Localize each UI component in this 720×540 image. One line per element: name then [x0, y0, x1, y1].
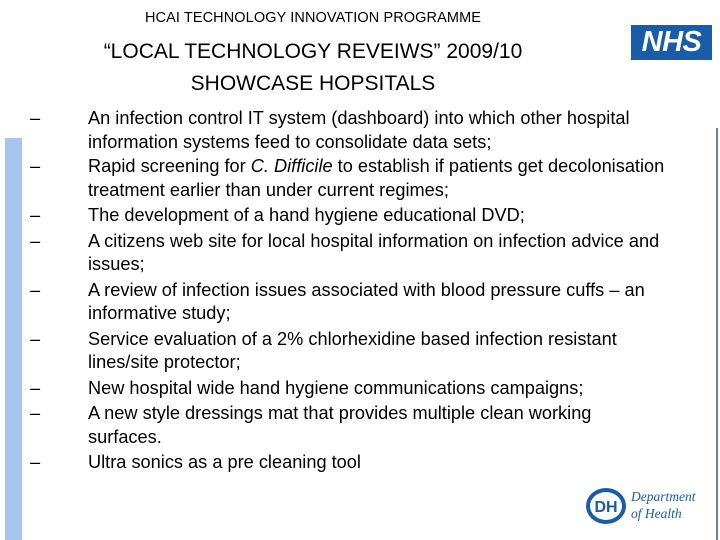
programme-heading: HCAI TECHNOLOGY INNOVATION PROGRAMME — [144, 10, 482, 26]
dh-mark-text: DH — [594, 499, 618, 516]
dh-wordmark — [631, 488, 696, 522]
bullet-text: Rapid screening for — [88, 156, 251, 176]
dh-mark-icon — [584, 486, 628, 526]
dh-wordmark-line-1: Department — [631, 489, 696, 504]
list-item — [30, 279, 670, 326]
bullet-text: A review of infection issues associated with blood pressure cuffs – an informative study; — [88, 279, 645, 323]
list-item — [30, 402, 670, 449]
bullet-text-continued: to establish if patients get decolonisation treatment earlier than under current regimes; — [88, 156, 665, 200]
list-item — [30, 107, 670, 154]
bullet-text: Ultra sonics as a pre cleaning tool — [88, 452, 361, 472]
list-item — [30, 230, 670, 277]
bullet-dash: – — [30, 205, 41, 225]
bullet-dash: – — [30, 279, 41, 300]
bullet-italic-text: C. Difficile — [250, 156, 333, 176]
bullet-text: A new style dressings mat that provides multiple clean working surfaces. — [88, 403, 592, 447]
list-item — [30, 204, 670, 228]
nhs-logo: NHS — [631, 25, 712, 60]
slide-title: “LOCAL TECHNOLOGY REVEIWS” 2009/10 — [103, 40, 523, 63]
list-item — [30, 451, 670, 475]
bullet-dash: – — [30, 452, 41, 472]
bullet-text: Service evaluation of a 2% chlorhexidine based infection resistant lines/site protector; — [88, 328, 617, 372]
bullet-text: The development of a hand hygiene educational DVD; — [88, 205, 525, 225]
bullet-text: New hospital wide hand hygiene communications campaigns; — [88, 377, 584, 398]
bullet-text: An infection control IT system (dashboard) into which other hospital information systems feed to consolidate data sets; — [88, 108, 630, 152]
dh-wordmark-line-2: of Health — [631, 506, 682, 521]
bullet-dash: – — [30, 328, 41, 349]
list-item — [30, 155, 670, 202]
bullet-dash: – — [30, 377, 41, 398]
bullet-dash: – — [30, 230, 41, 251]
department-of-health-logo — [584, 484, 714, 528]
bullet-dash: – — [30, 403, 41, 423]
bullet-list — [30, 107, 670, 477]
list-item — [30, 328, 670, 375]
left-accent-bar — [5, 138, 22, 540]
right-border-line — [716, 128, 718, 540]
bullet-text: A citizens web site for local hospital information on infection advice and issues; — [88, 230, 660, 274]
bullet-dash: – — [30, 108, 41, 128]
slide-subtitle: SHOWCASE HOPSITALS — [190, 72, 436, 95]
list-item — [30, 377, 670, 401]
bullet-dash: – — [30, 156, 41, 176]
